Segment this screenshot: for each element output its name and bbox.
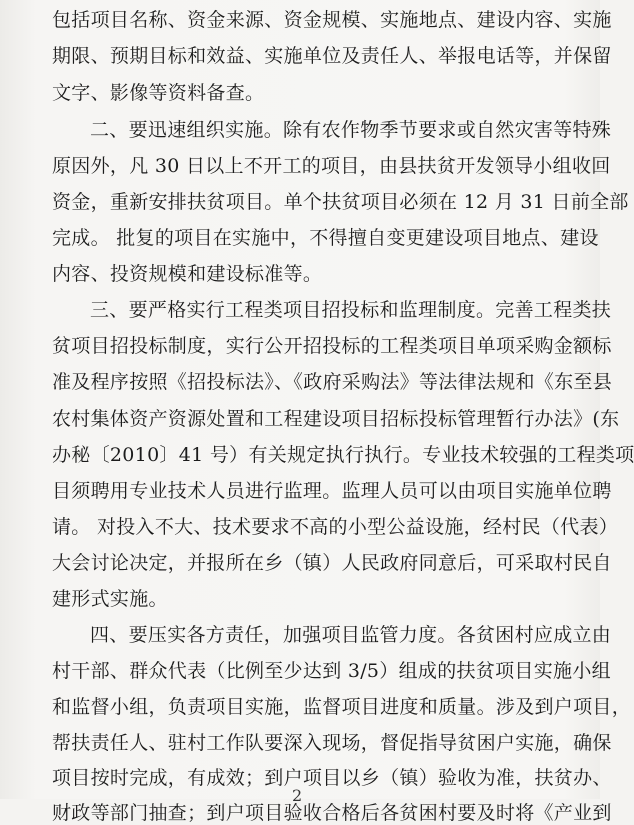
text-line: 期限、预期目标和效益、实施单位及责任人、举报电话等，并保留: [52, 45, 612, 67]
text-line: 目须聘用专业技术人员进行监理。监理人员可以由项目实施单位聘: [52, 480, 612, 502]
text-line: 农村集体资产资源处置和工程建设项目招标投标管理暂行办法》(东: [52, 408, 620, 430]
text-line: 财政等部门抽查；到户项目验收合格后各贫困村要及时将《产业到: [52, 802, 612, 824]
paragraph-heading-2: 二、要迅速组织实施。除有农作物季节要求或自然灾害等特殊: [90, 119, 612, 141]
text-line: 项目按时完成，有成效；到户项目以乡（镇）验收为准，扶贫办、: [52, 767, 612, 789]
text-line: 资金，重新安排扶贫项目。单个扶贫项目必须在 12 月 31 日前全部: [52, 191, 629, 213]
text-line: 办秘〔2010〕41 号）有关规定执行执行。专业技术较强的工程类项: [52, 444, 634, 466]
text-line: 完成。 批复的项目在实施中，不得擅自变更建设项目地点、建设: [52, 227, 599, 249]
text-line: 大会讨论决定，并报所在乡（镇）人民政府同意后，可采取村民自: [52, 552, 612, 574]
text-line: 村干部、群众代表（比例至少达到 3/5）组成的扶贫项目实施小组: [52, 660, 611, 682]
text-line: 贫项目招投标制度，实行公开招投标的工程类项目单项采购金额标: [52, 335, 612, 357]
text-line: 文字、影像等资料备查。: [52, 82, 265, 104]
text-line: 请。 对投入不大、技术要求不高的小型公益设施，经村民（代表）: [52, 516, 619, 538]
page-number: 2: [292, 786, 303, 805]
text-line: 包括项目名称、资金来源、资金规模、实施地点、建设内容、实施: [52, 9, 612, 31]
text-line: 和监督小组，负责项目实施，监督项目进度和质量。涉及到户项目，: [52, 696, 632, 718]
text-line: 内容、投资规模和建设标准等。: [52, 263, 323, 285]
text-line: 准及程序按照《招投标法》、《政府采购法》等法律法规和《东至县: [52, 371, 613, 393]
paragraph-heading-3: 三、要严格实行工程类项目招投标和监理制度。完善工程类扶: [90, 299, 612, 321]
paragraph-heading-4: 四、要压实各方责任，加强项目监管力度。各贫困村应成立由: [90, 624, 612, 646]
text-line: 原因外，凡 30 日以上不开工的项目，由县扶贫开发领导小组收回: [52, 155, 611, 177]
text-line: 帮扶责任人、驻村工作队要深入现场，督促指导贫困户实施，确保: [52, 732, 612, 754]
text-line: 建形式实施。: [52, 588, 168, 610]
